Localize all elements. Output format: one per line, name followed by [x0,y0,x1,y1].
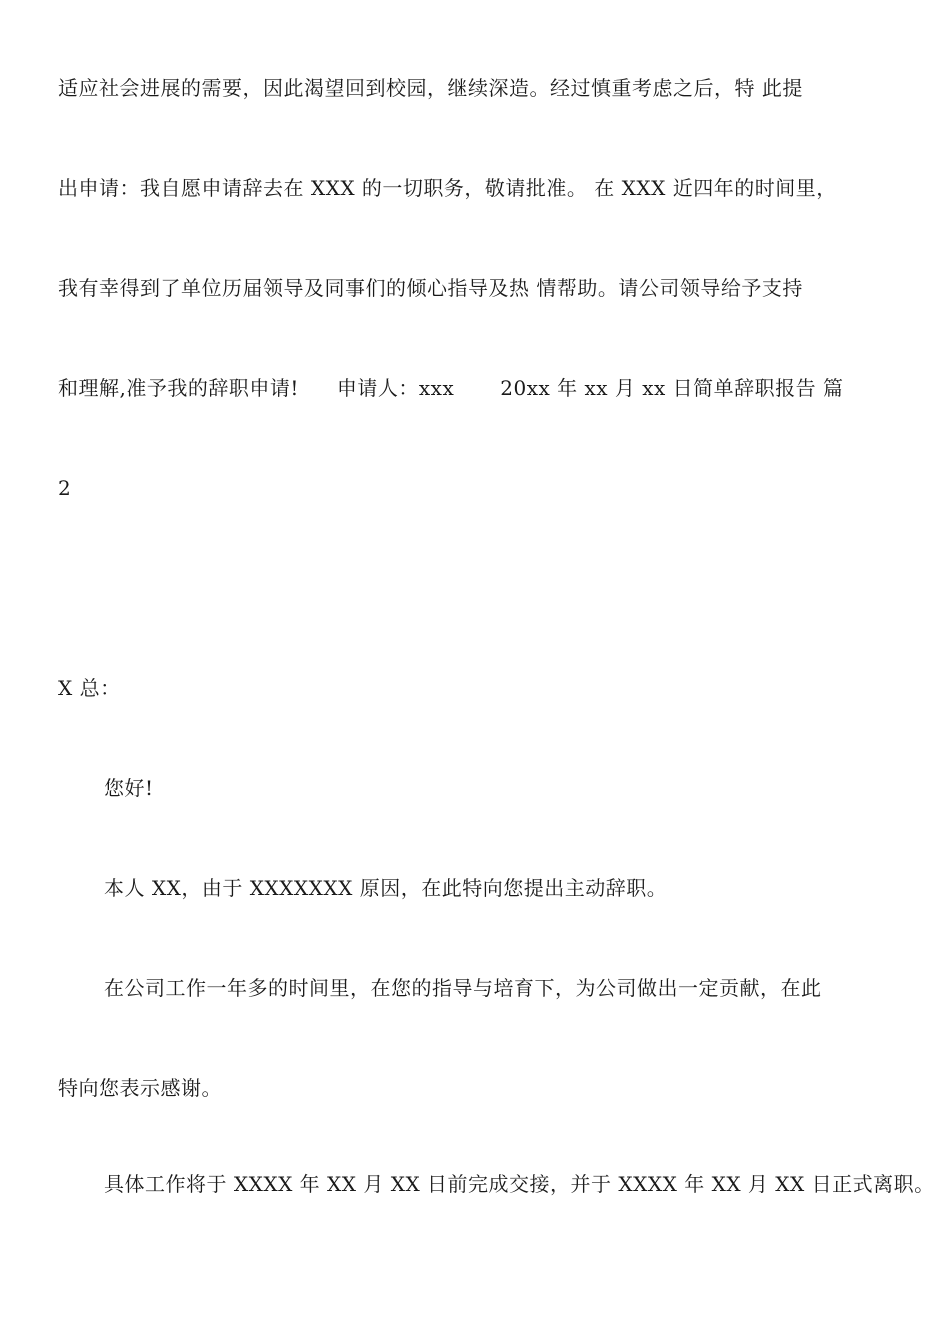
text-line-1: 适应社会进展的需要，因此渴望回到校园，继续深造。经过慎重考虑之后，特 此提 [58,76,803,100]
text-line-3: 我有幸得到了单位历届领导及同事们的倾心指导及热 情帮助。请公司领导给予支持 [58,276,803,300]
text-line-5: 2 [58,476,72,500]
text-line-4 [58,374,844,402]
paragraph-handover: 具体工作将于 XXXX 年 XX 月 XX 日前完成交接，并于 XXXX 年 XX 月 XX 日正式离职。 [104,1172,935,1196]
paragraph-reason: 本人 XX，由于 XXXXXXX 原因，在此特向您提出主动辞职。 [104,876,668,900]
date-and-next-title: 20xx 年 xx 月 xx 日简单辞职报告 篇 [500,376,844,400]
paragraph-thanks-line-1: 在公司工作一年多的时间里，在您的指导与培育下，为公司做出一定贡献，在此 [104,976,822,1000]
paragraph-thanks-line-2: 特向您表示感谢。 [58,1076,222,1100]
resignation-closing: 和理解,准予我的辞职申请! [58,376,299,400]
text-line-2: 出申请：我自愿申请辞去在 XXX 的一切职务，敬请批准。 在 XXX 近四年的时间里， [58,176,837,200]
salutation: X 总： [58,676,121,700]
applicant-signature: 申请人：xxx [336,376,455,400]
greeting: 您好! [104,776,154,800]
